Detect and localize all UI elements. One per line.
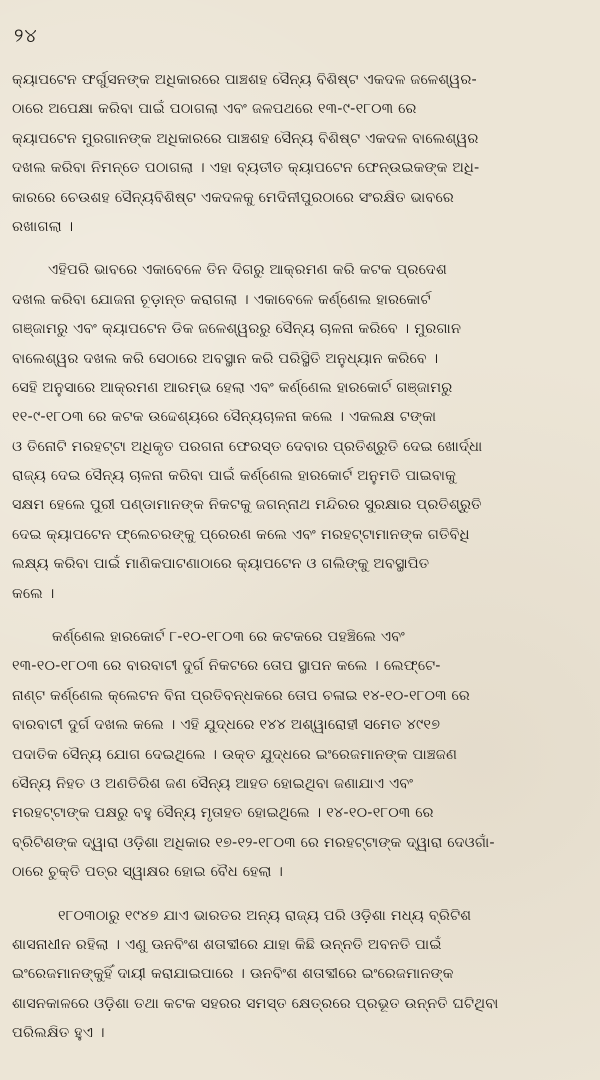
text-line: ଗଞ୍ଜାମରୁ ଏବଂ କ୍ୟାପଟେନ ଡିକ ଜଳେଶ୍ୱରରୁ ସୈନ୍ୟ ଚାଳନା କରିବେ । ମୁରଗାନ [12, 321, 462, 338]
text-line: ସେହି ଅନୁସାରେ ଆକ୍ରମଣ ଆରମ୍ଭ ହେଲା ଏବଂ କର୍ଣ୍ଣେଲ ହାରକୋର୍ଟ ଗଞ୍ଜାମରୁ [12, 379, 453, 396]
text-line: ପଦାତିକ ସୈନ୍ୟ ଯୋଗ ଦେଇଥିଲେ । ଉକ୍ତ ଯୁଦ୍ଧରେ ଇଂରେଜମାନଙ୍କ ପାଞ୍ଚଜଣ [12, 746, 458, 763]
page-number: ୨୪ [14, 25, 38, 47]
text-line: ବାରବାଟୀ ଦୁର୍ଗ ଦଖଲ କଲେ । ଏହି ଯୁଦ୍ଧରେ ୧୪୪ ଅଶ୍ୱାରୋହୀ ସମେତ ୪୯୧୭ [12, 717, 441, 734]
text-line: ଶାସନାଧୀନ ରହିଲା । ଏଣୁ ଊନବିଂଶ ଶତାବ୍ଦୀରେ ଯାହା କିଛି ଉନ୍ନତି ଅବନତି ପାଇଁ [12, 936, 442, 953]
text-line: ବ୍ରିଟିଶଙ୍କ ଦ୍ୱାରା ଓଡ଼ିଶା ଅଧିକାର ୧୭-୧୨-୧୮୦୩ ରେ ମରହଟ୍ଟାଙ୍କ ଦ୍ୱାରା ଦେଓଗାଁ- [12, 834, 495, 851]
text-line: ୧୮୦୩ଠାରୁ ୧୯୪୭ ଯାଏ ଭାରତର ଅନ୍ୟ ରାଜ୍ୟ ପରି ଓଡ଼ିଶା ମଧ୍ୟ ବ୍ରିଟିଶ [58, 907, 472, 924]
text-line: ଶାସନକାଳରେ ଓଡ଼ିଶା ତଥା କଟକ ସହରର ସମସ୍ତ କ୍ଷେତ୍ରରେ ପ୍ରଭୂତ ଉନ୍ନତି ଘଟିଥିବା [12, 995, 499, 1012]
paragraph-4 [12, 902, 590, 1049]
paragraph-3 [12, 623, 590, 888]
body-text [12, 66, 590, 1063]
text-line: ଠାରେ ଅପେକ୍ଷା କରିବା ପାଇଁ ପଠାଗଲା ଏବଂ ଜଳପଥରେ ୧୩-୯-୧୮୦୩ ରେ [12, 101, 417, 118]
text-line: ଲକ୍ଷ୍ୟ କରିବା ପାଇଁ ମାଣିକପାଟଣାଠାରେ କ୍ୟାପଟେନ ଓ ଗଲିଙ୍କୁ ଅବସ୍ଥାପିତ [12, 556, 430, 573]
text-line: ଦଖଲ କରିବା ଯୋଜନା ଚୂଡ଼ାନ୍ତ କରାଗଲା । ଏକାବେଳେ କର୍ଣ୍ଣେଲ ହାରକୋର୍ଟ [12, 291, 431, 308]
paragraph-1 [12, 66, 590, 242]
text-line: ବାଲେଶ୍ୱର ଦଖଲ କରି ସେଠାରେ ଅବସ୍ଥାନ କରି ପରିସ୍ଥିତି ଅନୁଧ୍ୟାନ କରିବେ । [12, 350, 439, 367]
text-line: କଲେ । [12, 585, 55, 602]
text-line: ରଖାଗଲା । [12, 218, 74, 235]
text-line: କ୍ୟାପଟେନ ମୁରଗାନଙ୍କ ଅଧିକାରରେ ପାଞ୍ଚଶହ ସୈନ୍ୟ ବିଶିଷ୍ଟ ଏକଦଳ ବାଲେଶ୍ୱର [12, 130, 479, 147]
text-line: ପରିଲକ୍ଷିତ ହୁଏ । [12, 1025, 105, 1042]
text-line: ଠାରେ ଚୁକ୍ତି ପତ୍ର ସ୍ୱାକ୍ଷର ହୋଇ ବୈଧ ହେଲା । [12, 864, 284, 881]
text-line: ଦେଇ କ୍ୟାପଟେନ ଫ୍ଲେଚରଙ୍କୁ ପ୍ରେରଣ କଲେ ଏବଂ ମରହଟ୍ଟାମାନଙ୍କ ଗତିବିଧି [12, 526, 470, 543]
text-line: ନାଣ୍ଟ କର୍ଣ୍ଣେଲ କ୍ଲେଟନ ବିନା ପ୍ରତିବନ୍ଧକରେ ତୋପ ଚଳାଇ ୧୪-୧୦-୧୮୦୩ ରେ [12, 687, 470, 704]
text-line: ସୈନ୍ୟ ନିହତ ଓ ଅଣତିରିଶ ଜଣ ସୈନ୍ୟ ଆହତ ହୋଇଥିବା ଜଣାଯାଏ ଏବଂ [12, 775, 414, 792]
text-line: ସକ୍ଷମ ହେଲେ ପୁରୀ ପଣ୍ଡାମାନଙ୍କ ନିକଟକୁ ଜଗନ୍ନାଥ ମନ୍ଦିରର ସୁରକ୍ଷାର ପ୍ରତିଶ୍ରୁତି [12, 497, 482, 514]
text-line: ରାଜ୍ୟ ଦେଇ ସୈନ୍ୟ ଚାଳନା କରିବା ପାଇଁ କର୍ଣ୍ଣେଲ ହାରକୋର୍ଟ ଅନୁମତି ପାଇବାକୁ [12, 468, 457, 485]
text-line: ଇଂରେଜମାନଙ୍କୁହିଁ ଦାୟୀ କରାଯାଇପାରେ । ଊନବିଂଶ ଶତାବ୍ଦୀରେ ଇଂରେଜମାନଙ୍କ [12, 966, 454, 983]
text-line: ଏହିପରି ଭାବରେ ଏକାବେଳେ ତିନ ଦିଗରୁ ଆକ୍ରମଣ କରି କଟକ ପ୍ରଦେଶ [48, 262, 447, 279]
text-line: କର୍ଣ୍ଣେଲ ହାରକୋର୍ଟ ୮-୧୦-୧୮୦୩ ରେ କଟକରେ ପହଞ୍ଚିଲେ ଏବଂ [52, 629, 405, 646]
text-line: ୧୧-୯-୧୮୦୩ ରେ କଟକ ଉଦ୍ଦେଶ୍ୟରେ ସୈନ୍ୟଚାଳନା କଲେ । ଏକଲକ୍ଷ ଟଙ୍କା [12, 409, 437, 426]
paragraph-2 [12, 256, 590, 609]
text-line: କାରରେ ଚେଉଶହ ସୈନ୍ୟବିଶିଷ୍ଟ ଏକଦଳକୁ ମେଦିନୀପୁରଠାରେ ସଂରକ୍ଷିତ ଭାବରେ [12, 189, 454, 206]
text-line: ଓ ତିନୋଟି ମରହଟ୍ଟା ଅଧିକୃତ ପରଗନା ଫେରସ୍ତ ଦେବାର ପ୍ରତିଶ୍ରୁତି ଦେଇ ଖୋର୍ଦ୍ଧା [12, 438, 483, 455]
text-line: କ୍ୟାପଟେନ ଫର୍ଗୁସନଙ୍କ ଅଧିକାରରେ ପାଞ୍ଚଶହ ସୈନ୍ୟ ବିଶିଷ୍ଟ ଏକଦଳ ଜଳେଶ୍ୱର- [12, 72, 477, 88]
text-line: ମରହଟ୍ଟାଙ୍କ ପକ୍ଷରୁ ବହୁ ସୈନ୍ୟ ମୃତାହତ ହୋଇଥିଲେ । ୧୪-୧୦-୧୮୦୩ ରେ [12, 805, 434, 822]
text-line: ୧୩-୧୦-୧୮୦୩ ରେ ବାରବାଟୀ ଦୁର୍ଗ ନିକଟରେ ତୋପ ସ୍ଥାପନ କଲେ । ଲେଫ୍‌ଟେ- [12, 658, 441, 675]
text-line: ଦଖଲ କରିବା ନିମନ୍ତେ ପଠାଗଲା । ଏହା ବ୍ୟତୀତ କ୍ୟାପଟେନ ଫେନ୍‌ଉଇକଙ୍କ ଅଧି- [12, 160, 480, 177]
